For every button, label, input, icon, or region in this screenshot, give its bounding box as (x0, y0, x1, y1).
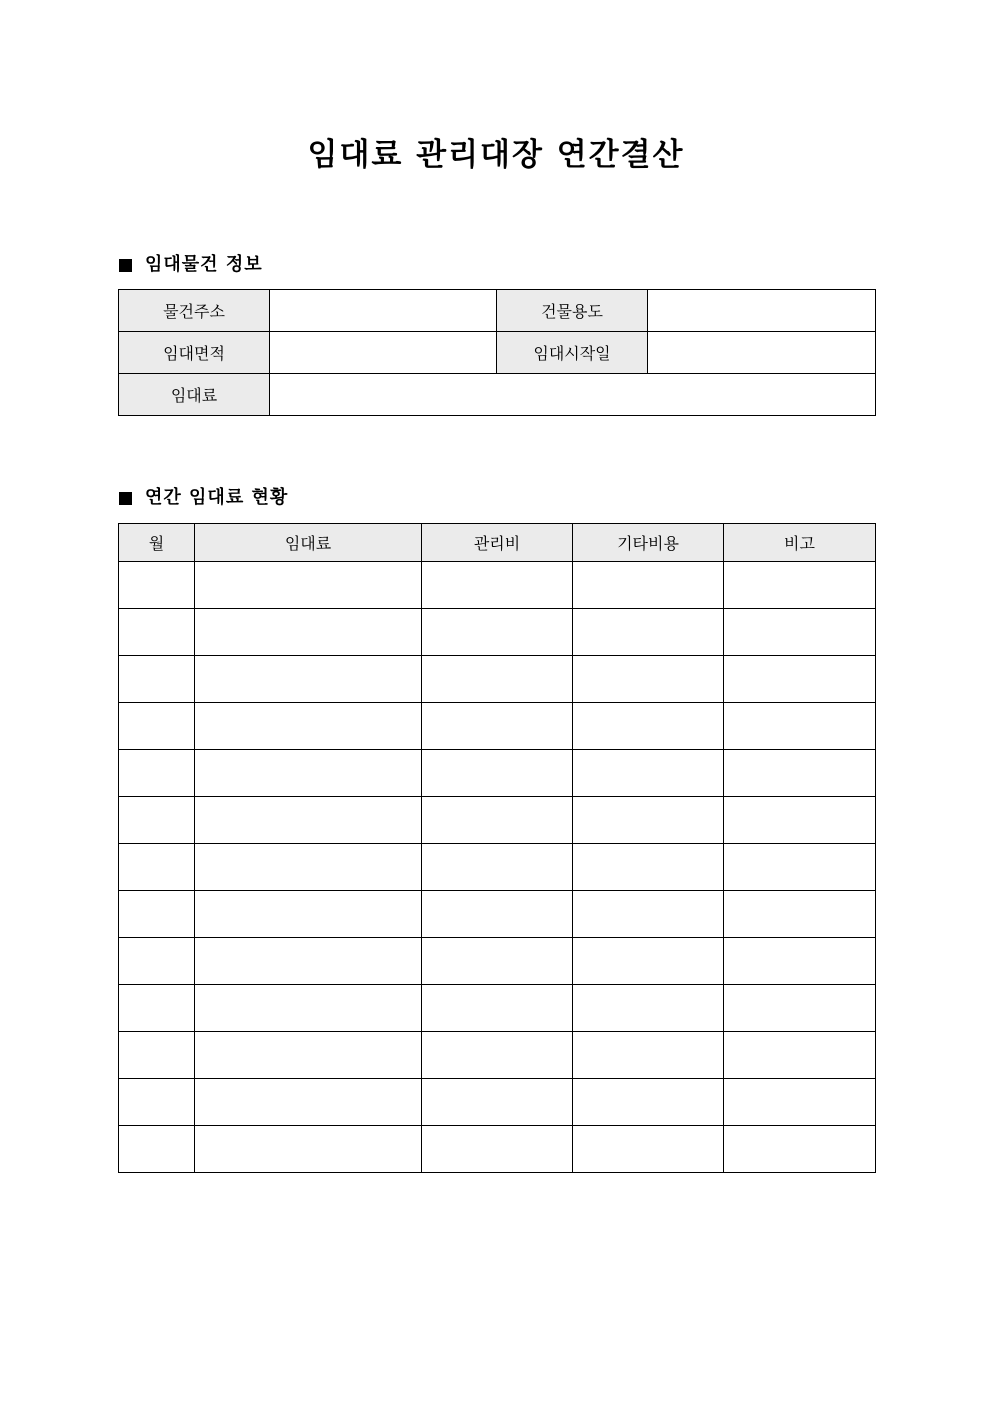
rent-cell[interactable] (195, 797, 422, 844)
remarks-cell[interactable] (724, 750, 876, 797)
rent-cell[interactable] (195, 703, 422, 750)
column-header-month: 월 (119, 524, 195, 562)
building-use-field[interactable] (648, 290, 876, 332)
month-cell[interactable] (119, 562, 195, 609)
remarks-cell[interactable] (724, 938, 876, 985)
remarks-cell[interactable] (724, 985, 876, 1032)
page-title: 임대료 관리대장 연간결산 (307, 137, 685, 173)
maintenance-fee-cell[interactable] (422, 703, 573, 750)
table-row (119, 656, 876, 703)
maintenance-fee-cell[interactable] (422, 562, 573, 609)
rent-label: 임대료 (119, 374, 270, 416)
rent-cell[interactable] (195, 609, 422, 656)
address-label: 물건주소 (119, 290, 270, 332)
remarks-cell[interactable] (724, 1032, 876, 1079)
column-header-maintenance-fee: 관리비 (422, 524, 573, 562)
month-cell[interactable] (119, 844, 195, 891)
rent-field[interactable] (270, 374, 876, 416)
column-header-other-costs: 기타비용 (573, 524, 724, 562)
table-row (119, 750, 876, 797)
rent-cell[interactable] (195, 938, 422, 985)
rent-cell[interactable] (195, 1032, 422, 1079)
maintenance-fee-cell[interactable] (422, 609, 573, 656)
remarks-cell[interactable] (724, 1126, 876, 1173)
section-heading-label: 임대물건 정보 (145, 254, 263, 275)
other-costs-cell[interactable] (573, 750, 724, 797)
month-cell[interactable] (119, 656, 195, 703)
month-cell[interactable] (119, 985, 195, 1032)
area-field[interactable] (270, 332, 497, 374)
area-label: 임대면적 (119, 332, 270, 374)
remarks-cell[interactable] (724, 703, 876, 750)
rent-cell[interactable] (195, 750, 422, 797)
maintenance-fee-cell[interactable] (422, 1032, 573, 1079)
rent-cell[interactable] (195, 562, 422, 609)
month-cell[interactable] (119, 609, 195, 656)
section-heading-annual-rent (119, 486, 288, 510)
property-info-table (118, 289, 876, 416)
start-date-field[interactable] (648, 332, 876, 374)
other-costs-cell[interactable] (573, 844, 724, 891)
maintenance-fee-cell[interactable] (422, 1126, 573, 1173)
rent-cell[interactable] (195, 985, 422, 1032)
maintenance-fee-cell[interactable] (422, 797, 573, 844)
table-row (119, 844, 876, 891)
table-row (119, 1032, 876, 1079)
month-cell[interactable] (119, 1032, 195, 1079)
month-cell[interactable] (119, 938, 195, 985)
remarks-cell[interactable] (724, 891, 876, 938)
month-cell[interactable] (119, 797, 195, 844)
remarks-cell[interactable] (724, 656, 876, 703)
rent-cell[interactable] (195, 1079, 422, 1126)
maintenance-fee-cell[interactable] (422, 750, 573, 797)
maintenance-fee-cell[interactable] (422, 656, 573, 703)
maintenance-fee-cell[interactable] (422, 938, 573, 985)
other-costs-cell[interactable] (573, 938, 724, 985)
table-row (119, 703, 876, 750)
maintenance-fee-cell[interactable] (422, 985, 573, 1032)
section-heading-property-info (119, 253, 263, 277)
other-costs-cell[interactable] (573, 562, 724, 609)
start-date-label: 임대시작일 (497, 332, 648, 374)
table-header-row (119, 524, 876, 562)
month-cell[interactable] (119, 891, 195, 938)
table-row (119, 609, 876, 656)
month-cell[interactable] (119, 1079, 195, 1126)
rent-cell[interactable] (195, 844, 422, 891)
building-use-label: 건물용도 (497, 290, 648, 332)
other-costs-cell[interactable] (573, 1079, 724, 1126)
remarks-cell[interactable] (724, 609, 876, 656)
rent-cell[interactable] (195, 891, 422, 938)
table-row (119, 332, 876, 374)
other-costs-cell[interactable] (573, 797, 724, 844)
table-row (119, 938, 876, 985)
table-row (119, 891, 876, 938)
section-heading-label: 연간 임대료 현황 (145, 487, 289, 508)
table-row (119, 290, 876, 332)
table-row (119, 797, 876, 844)
table-row (119, 374, 876, 416)
other-costs-cell[interactable] (573, 985, 724, 1032)
other-costs-cell[interactable] (573, 656, 724, 703)
other-costs-cell[interactable] (573, 609, 724, 656)
month-cell[interactable] (119, 1126, 195, 1173)
remarks-cell[interactable] (724, 562, 876, 609)
annual-rent-table (118, 523, 876, 1173)
maintenance-fee-cell[interactable] (422, 891, 573, 938)
table-row (119, 562, 876, 609)
maintenance-fee-cell[interactable] (422, 844, 573, 891)
column-header-rent: 임대료 (195, 524, 422, 562)
column-header-remarks: 비고 (724, 524, 876, 562)
month-cell[interactable] (119, 703, 195, 750)
black-square-icon (119, 259, 132, 272)
address-field[interactable] (270, 290, 497, 332)
other-costs-cell[interactable] (573, 703, 724, 750)
remarks-cell[interactable] (724, 844, 876, 891)
other-costs-cell[interactable] (573, 1126, 724, 1173)
rent-cell[interactable] (195, 1126, 422, 1173)
month-cell[interactable] (119, 750, 195, 797)
other-costs-cell[interactable] (573, 891, 724, 938)
table-row (119, 985, 876, 1032)
other-costs-cell[interactable] (573, 1032, 724, 1079)
rent-cell[interactable] (195, 656, 422, 703)
table-row (119, 1079, 876, 1126)
maintenance-fee-cell[interactable] (422, 1079, 573, 1126)
remarks-cell[interactable] (724, 797, 876, 844)
remarks-cell[interactable] (724, 1079, 876, 1126)
table-row (119, 1126, 876, 1173)
black-square-icon (119, 492, 132, 505)
